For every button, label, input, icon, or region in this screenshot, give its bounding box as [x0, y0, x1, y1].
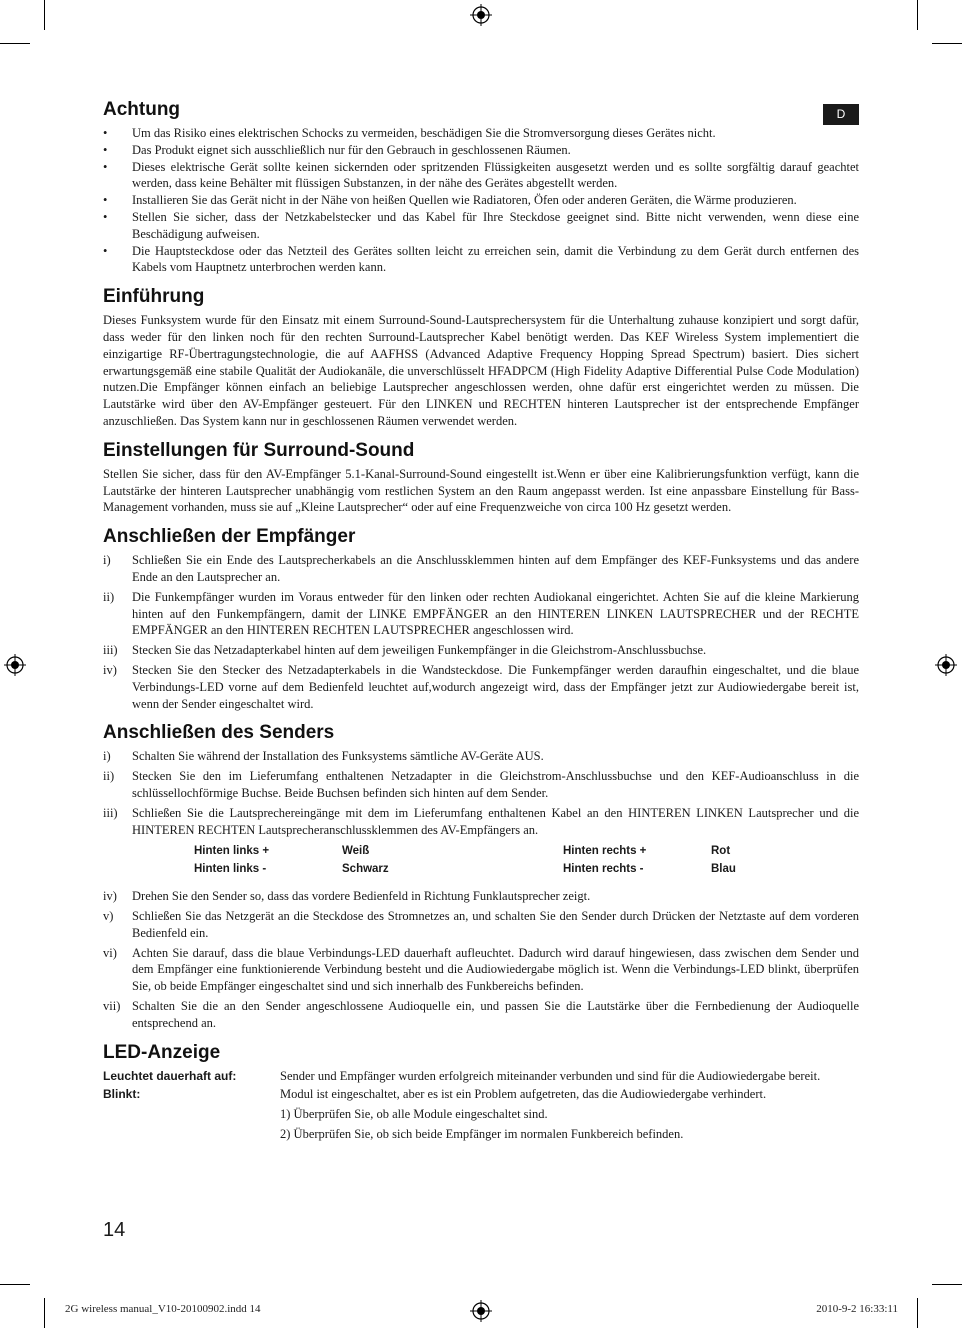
- step-text: Schließen Sie die Lautsprechereingänge mit dem im Lieferumfang enthaltenen Kabel an den HINTEREN LINKEN Lautsprecher und die HINTEREN RECHTEN Lautsprecheranschlussklemmen des AV-Empfängers an.: [132, 805, 859, 837]
- step-number: iv): [103, 662, 117, 677]
- step-text: Stecken Sie den Stecker des Netzadapterkabels in die Wandsteckdose. Die Funkempfänger werden daraufhin eingeschaltet, und die blaue Verbindungs-LED vorne auf dem Bedienfeld leuchtet auf,wodurch angezeigt wird, dass der Empfänger jetzt zur Audiowiedergabe bereit ist, wenn der Sender eingeschaltet wird.: [132, 662, 859, 711]
- step-number: iii): [103, 805, 118, 820]
- led-row: [103, 1068, 859, 1085]
- table-cell: Hinten rechts +: [563, 845, 647, 858]
- step-number: v): [103, 909, 114, 924]
- section-title: Anschließen der Empfänger: [103, 526, 356, 548]
- cable-color-table: [194, 844, 736, 880]
- led-description: Modul ist eingeschaltet, aber es ist ein Problem aufgetreten, das die Audiowiedergabe verhindert.: [280, 1087, 767, 1102]
- registration-mark-icon: [470, 1300, 492, 1322]
- step-number: ii): [103, 769, 115, 784]
- warning-list: [103, 125, 859, 276]
- step-text: Drehen Sie den Sender so, dass das vordere Bedienfeld in Richtung Funklautsprecher zeigt.: [132, 889, 591, 904]
- table-row: [194, 844, 736, 862]
- section-title: Achtung: [103, 99, 181, 120]
- step-text: Stecken Sie den im Lieferumfang enthaltenen Netzadapter in die Gleichstrom-Anschlussbuchse und den KEF-Audioanschluss in die schlüssellochförmige Buchse. Beide Buchsen befinden sich hinten auf dem Sender.: [132, 769, 859, 800]
- list-item: [103, 589, 859, 639]
- list-item: [103, 642, 859, 659]
- list-item: • Die Hauptsteckdose oder das Netzteil des Gerätes sollten leicht zu erreichen sein, damit die Verbindung zu dem Gerät durch entfernen des Kabels vom Hauptnetz unterbrochen werden kann.: [103, 243, 859, 277]
- step-text: Schließen Sie ein Ende des Lautsprecherkabels an die Anschlussklemmen hinten auf dem Empfänger des KEF-Funksystems und das andere Ende an den Lautsprecher an.: [132, 553, 859, 584]
- registration-mark-icon: [935, 654, 957, 676]
- step-number: vii): [103, 999, 121, 1014]
- crop-mark-top-right-h: [932, 43, 962, 44]
- section-surround: [103, 439, 859, 516]
- registration-mark-icon: [470, 4, 492, 26]
- list-item: [103, 805, 859, 839]
- table-cell: Blau: [711, 863, 736, 876]
- step-list: [103, 748, 859, 838]
- footer-filename: 2G wireless manual_V10-20100902.indd 14: [65, 1303, 261, 1315]
- list-item: [103, 662, 859, 712]
- step-number: ii): [103, 589, 115, 604]
- section-title: LED-Anzeige: [103, 1041, 221, 1063]
- step-number: iv): [103, 889, 117, 904]
- section-achtung: [103, 98, 859, 276]
- table-cell: Rot: [711, 845, 731, 858]
- table-cell: Schwarz: [342, 863, 389, 876]
- led-label: Leuchtet dauerhaft auf:: [103, 1068, 237, 1083]
- page-content: [103, 98, 859, 1152]
- crop-mark-top-left-v: [44, 0, 45, 30]
- page-number: 14: [103, 1219, 126, 1241]
- step-text: Die Funkempfänger wurden im Voraus entweder für den linken oder rechten Audiokanal eingerichtet. Achten Sie auf die kleine Markierung hinten auf den Funkempfängern, damit der LINKE EMPFÄNGER an den HINTEREN LINKEN LAUTSPRECHER und der RECHTE EMPFÄNGER an den HINTEREN RECHTEN LAUTSPRECHER angeschlossen wird.: [132, 589, 859, 638]
- registration-mark-icon: [4, 654, 26, 676]
- paragraph: Stellen Sie sicher, dass für den AV-Empfänger 5.1-Kanal-Surround-Sound eingestellt ist.Wenn er über eine Kalibrierungsfunktion verfügt, kann die Lautstärke der hinteren Lautsprecher unabhängig vom restlichen System an den Raum angepasst werden. Ist eine anpassbare Einstellung für Bass-Management vorhanden, muss sie auf „Kleine Lautsprecher“ oder auf eine Frequenzweiche von circa 100 Hz gesetzt werden.: [103, 466, 859, 515]
- crop-mark-bottom-left-v: [44, 1298, 45, 1328]
- list-item: • Um das Risiko eines elektrischen Schocks zu vermeiden, beschädigen Sie die Stromversorgung dieses Gerätes nicht.: [103, 125, 859, 142]
- crop-mark-top-left-h: [0, 43, 30, 44]
- table-cell: Hinten rechts -: [563, 863, 644, 876]
- crop-mark-top-right-v: [917, 0, 918, 30]
- list-item: [103, 908, 859, 942]
- list-item: • Das Produkt eignet sich ausschließlich nur für den Gebrauch in geschlossenen Räumen.: [103, 142, 859, 159]
- step-text: Achten Sie darauf, dass die blaue Verbindungs-LED dauerhaft aufleuchtet. Dadurch wird darauf hingewiesen, dass zwischen dem Sender und dem Empfänger eine funktionierende Verbindung besteht und die Audiowiedergabe möglich ist. Wenn die Verbindungs-LED blinkt, überprüfen Sie, ob beide Empfänger eingeschaltet sind und sich innerhalb des Funkbereichs befinden.: [132, 945, 859, 994]
- list-item: [103, 748, 859, 765]
- list-item: • Stellen Sie sicher, dass der Netzkabelstecker und das Kabel für Ihre Steckdose geeignet sind. Bitte nicht verwenden, wenn diese eine Beschädigung aufweisen.: [103, 209, 859, 243]
- step-number: i): [103, 553, 111, 568]
- step-text: Schließen Sie das Netzgerät an die Steckdose des Stromnetzes an, und schalten Sie den Sender durch Drücken der Netztaste auf dem vorderen Bedienfeld ein.: [132, 909, 859, 940]
- table-cell: Hinten links +: [194, 845, 270, 858]
- list-item: • Dieses elektrische Gerät sollte keinen sickernden oder spritzenden Flüssigkeiten ausgesetzt werden und es sollte sorgfältig darauf geachtet werden, dass keine Behälter mit flüssigen Substanzen, in der nähe des Gerätes abgestellt werden.: [103, 159, 859, 193]
- table-row: [194, 862, 736, 880]
- paragraph: Dieses Funksystem wurde für den Einsatz mit einem Surround-Sound-Lautsprechersystem für die Unterhaltung zuhause konzipiert und sorgt dafür, dass weder für den linken noch für den rechten Surround-Lautsprecher Kabel benötigt werden. Das KEF Wireless System implementiert die einzigartige RF-Übertragungstechnologie, die auf AAFHSS (Advanced Adaptive Frequency Hopping Spread Spectrum) basiert. Dies sichert erwartungsgemäß eine stabile Qualität der Audiokanäle, die unverschlüsselt HFADPCM (High Fidelity Adaptive Differential Pulse Code Modulation) nutzen.Die Empfänger können einfach an beliebige Lautsprecher angeschlossen werden, ohne dafür erst eingerichtet werden zu müssen. Die Lautstärke wird über den AV-Empfänger gesteuert. Für den LINKEN und RECHTEN hinteren Lautsprecher ist der entsprechende Empfänger anzuschließen. Das System kann nur in geschlossenen Räumen verwendet werden.: [103, 313, 859, 428]
- led-row: [103, 1086, 859, 1103]
- check-item: 1) Überprüfen Sie, ob alle Module eingeschaltet sind.: [280, 1107, 548, 1122]
- step-text: Stecken Sie das Netzadapterkabel hinten auf dem jeweiligen Funkempfänger in die Gleichstrom-Anschlussbuchse.: [132, 643, 707, 658]
- crop-mark-bottom-right-v: [917, 1298, 918, 1328]
- step-text: Schalten Sie während der Installation des Funksystems sämtliche AV-Geräte AUS.: [132, 749, 544, 764]
- crop-mark-bottom-right-h: [932, 1284, 962, 1285]
- footer-datetime: 2010-9-2 16:33:11: [816, 1303, 898, 1315]
- step-list: [103, 888, 859, 1031]
- step-number: i): [103, 749, 111, 764]
- table-cell: Weiß: [342, 845, 370, 858]
- section-led: [103, 1041, 859, 1143]
- list-item: • Installieren Sie das Gerät nicht in der Nähe von heißen Quellen wie Radiatoren, Öfen oder anderen Geräten, die Wärme produzieren.: [103, 192, 859, 209]
- list-item: [103, 945, 859, 995]
- list-item: [103, 552, 859, 586]
- check-item: 2) Überprüfen Sie, ob sich beide Empfänger im normalen Funkbereich befinden.: [280, 1127, 684, 1142]
- step-text: Schalten Sie die an den Sender angeschlossene Audioquelle ein, und passen Sie die Lautstärke über die Fernbedienung der Audioquelle entsprechend an.: [132, 999, 859, 1030]
- list-item: [103, 998, 859, 1032]
- led-label: Blinkt:: [103, 1087, 141, 1102]
- crop-mark-bottom-left-h: [0, 1284, 30, 1285]
- step-number: iii): [103, 643, 118, 658]
- section-empfaenger: [103, 525, 859, 712]
- language-badge: D: [823, 104, 859, 125]
- section-title: Einführung: [103, 286, 205, 308]
- section-title: Einstellungen für Surround-Sound: [103, 439, 415, 461]
- section-title: Anschließen des Senders: [103, 722, 335, 744]
- led-description: Sender und Empfänger wurden erfolgreich miteinander verbunden und sind für die Audiowiedergabe bereit.: [280, 1068, 821, 1083]
- list-item: [103, 768, 859, 802]
- step-number: vi): [103, 945, 117, 960]
- section-sender: [103, 721, 859, 1031]
- list-item: [103, 888, 859, 905]
- step-list: [103, 552, 859, 712]
- section-einfuehrung: [103, 285, 859, 430]
- table-cell: Hinten links -: [194, 863, 267, 876]
